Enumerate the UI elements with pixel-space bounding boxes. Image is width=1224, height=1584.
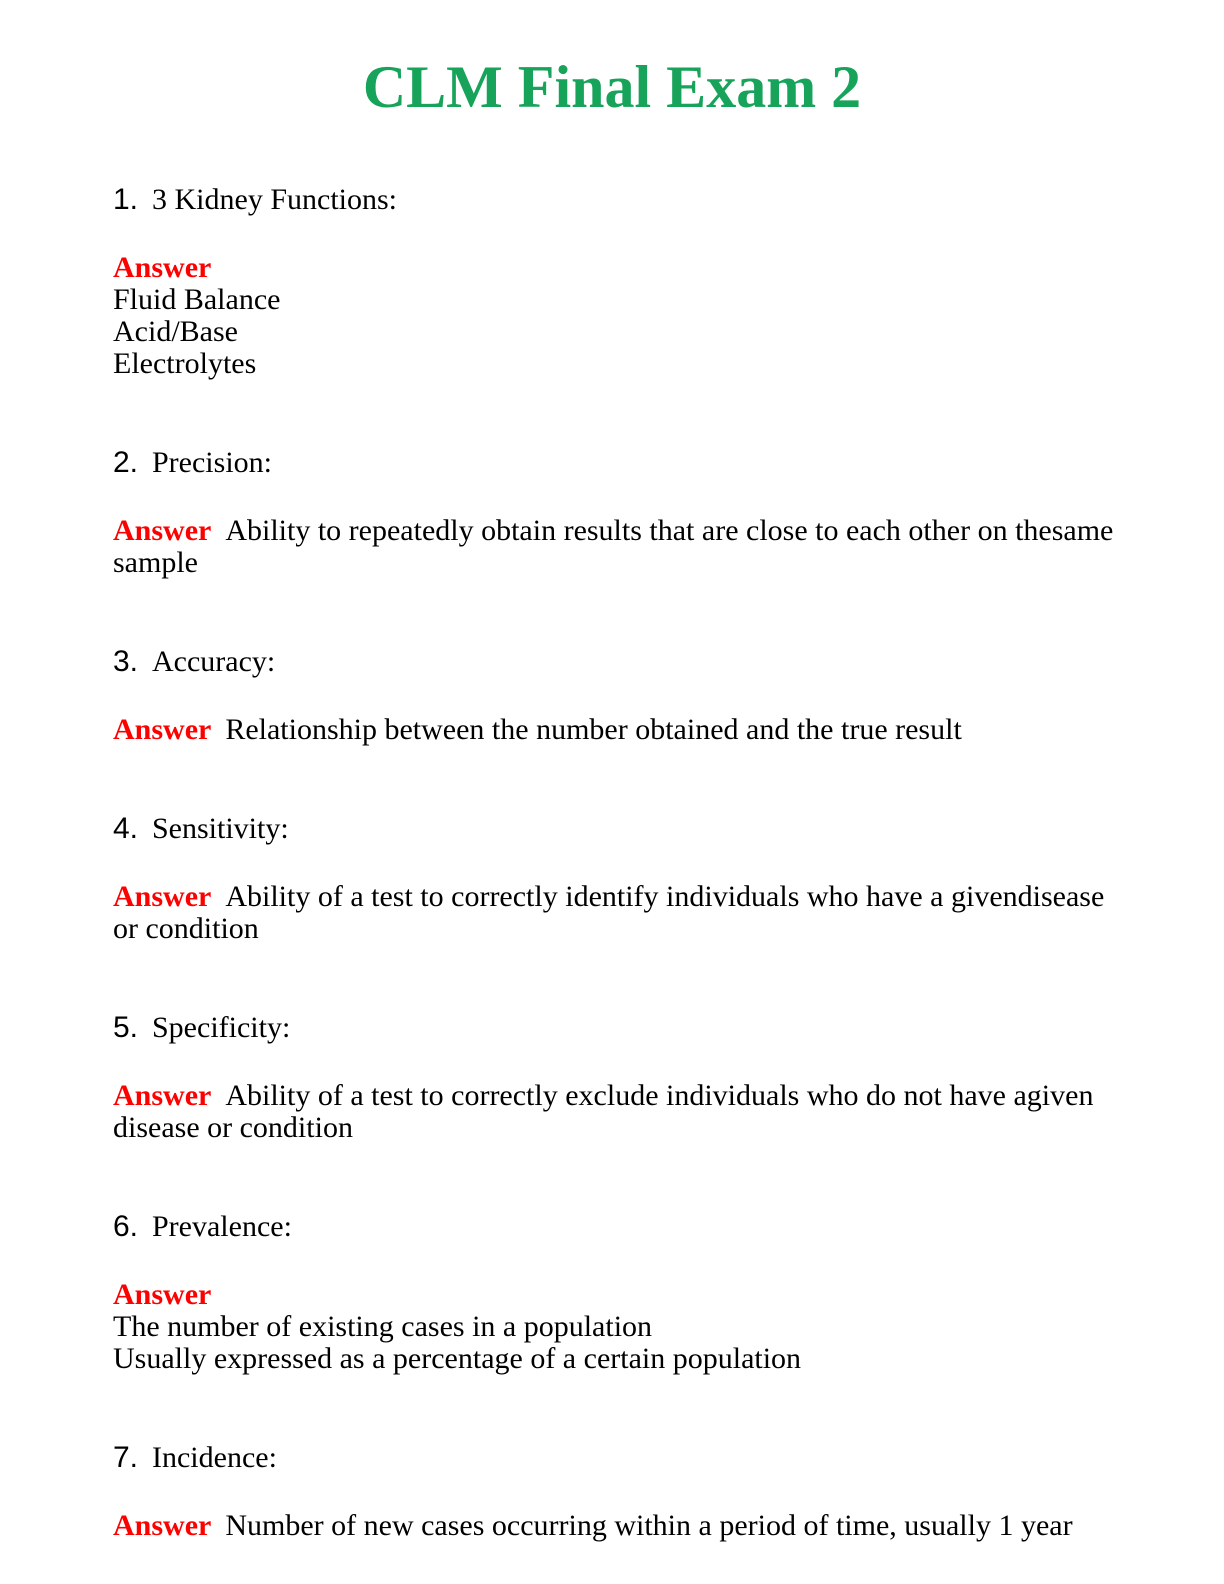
answer-label: Answer xyxy=(113,1278,212,1311)
answer-block xyxy=(113,1080,1118,1144)
question-item-2 xyxy=(113,446,1118,579)
answer-line: Fluid Balance xyxy=(113,283,281,316)
answer-line: Usually expressed as a percentage of a certain population xyxy=(113,1342,802,1375)
question-text: Accuracy: xyxy=(152,645,276,678)
question-number: 4. xyxy=(113,812,139,845)
question-text: Precision: xyxy=(152,446,272,479)
answer-text: Ability of a test to correctly identify individuals who have a givendisease or condition xyxy=(113,880,1105,945)
question-item-3 xyxy=(113,645,1118,746)
answer-text: Number of new cases occurring within a period of time, usually 1 year xyxy=(225,1509,1073,1542)
question-line xyxy=(113,446,1118,479)
question-text: Sensitivity: xyxy=(152,812,289,845)
question-number: 6. xyxy=(113,1210,139,1243)
answer-label: Answer xyxy=(113,514,212,547)
answer-line: Electrolytes xyxy=(113,347,257,380)
answer-text: Relationship between the number obtained and the true result xyxy=(225,713,962,746)
answer-block xyxy=(113,881,1118,945)
question-item-4 xyxy=(113,812,1118,945)
question-number: 2. xyxy=(113,446,139,479)
question-line xyxy=(113,645,1118,678)
question-number: 3. xyxy=(113,645,139,678)
answer-block xyxy=(113,1279,1118,1375)
question-text: 3 Kidney Functions: xyxy=(152,183,397,216)
question-item-1 xyxy=(113,183,1118,380)
page-title: CLM Final Exam 2 xyxy=(362,54,862,120)
answer-block xyxy=(113,515,1118,579)
answer-block xyxy=(113,252,1118,380)
answer-block xyxy=(113,1510,1118,1542)
question-number: 1. xyxy=(113,183,139,216)
answer-label: Answer xyxy=(113,1509,212,1542)
question-text: Prevalence: xyxy=(152,1210,292,1243)
answer-text: Ability of a test to correctly exclude individuals who do not have agiven disease or condition xyxy=(113,1079,1094,1144)
answer-line: Acid/Base xyxy=(113,315,238,348)
answer-label: Answer xyxy=(113,1079,212,1112)
answer-line: The number of existing cases in a population xyxy=(113,1310,653,1343)
answer-label: Answer xyxy=(113,713,212,746)
question-line xyxy=(113,812,1118,845)
question-text: Specificity: xyxy=(152,1011,291,1044)
question-item-7 xyxy=(113,1441,1118,1542)
question-number: 5. xyxy=(113,1011,139,1044)
question-text: Incidence: xyxy=(152,1441,277,1474)
answer-text: Ability to repeatedly obtain results that are close to each other on thesame sample xyxy=(113,514,1114,579)
document-content xyxy=(0,183,1224,1542)
question-item-6 xyxy=(113,1210,1118,1375)
question-line xyxy=(113,1210,1118,1243)
question-line xyxy=(113,183,1118,216)
question-line xyxy=(113,1441,1118,1474)
question-number: 7. xyxy=(113,1441,139,1474)
answer-label: Answer xyxy=(113,880,212,913)
answer-label: Answer xyxy=(113,251,212,284)
question-line xyxy=(113,1011,1118,1044)
question-item-5 xyxy=(113,1011,1118,1144)
answer-block xyxy=(113,714,1118,746)
